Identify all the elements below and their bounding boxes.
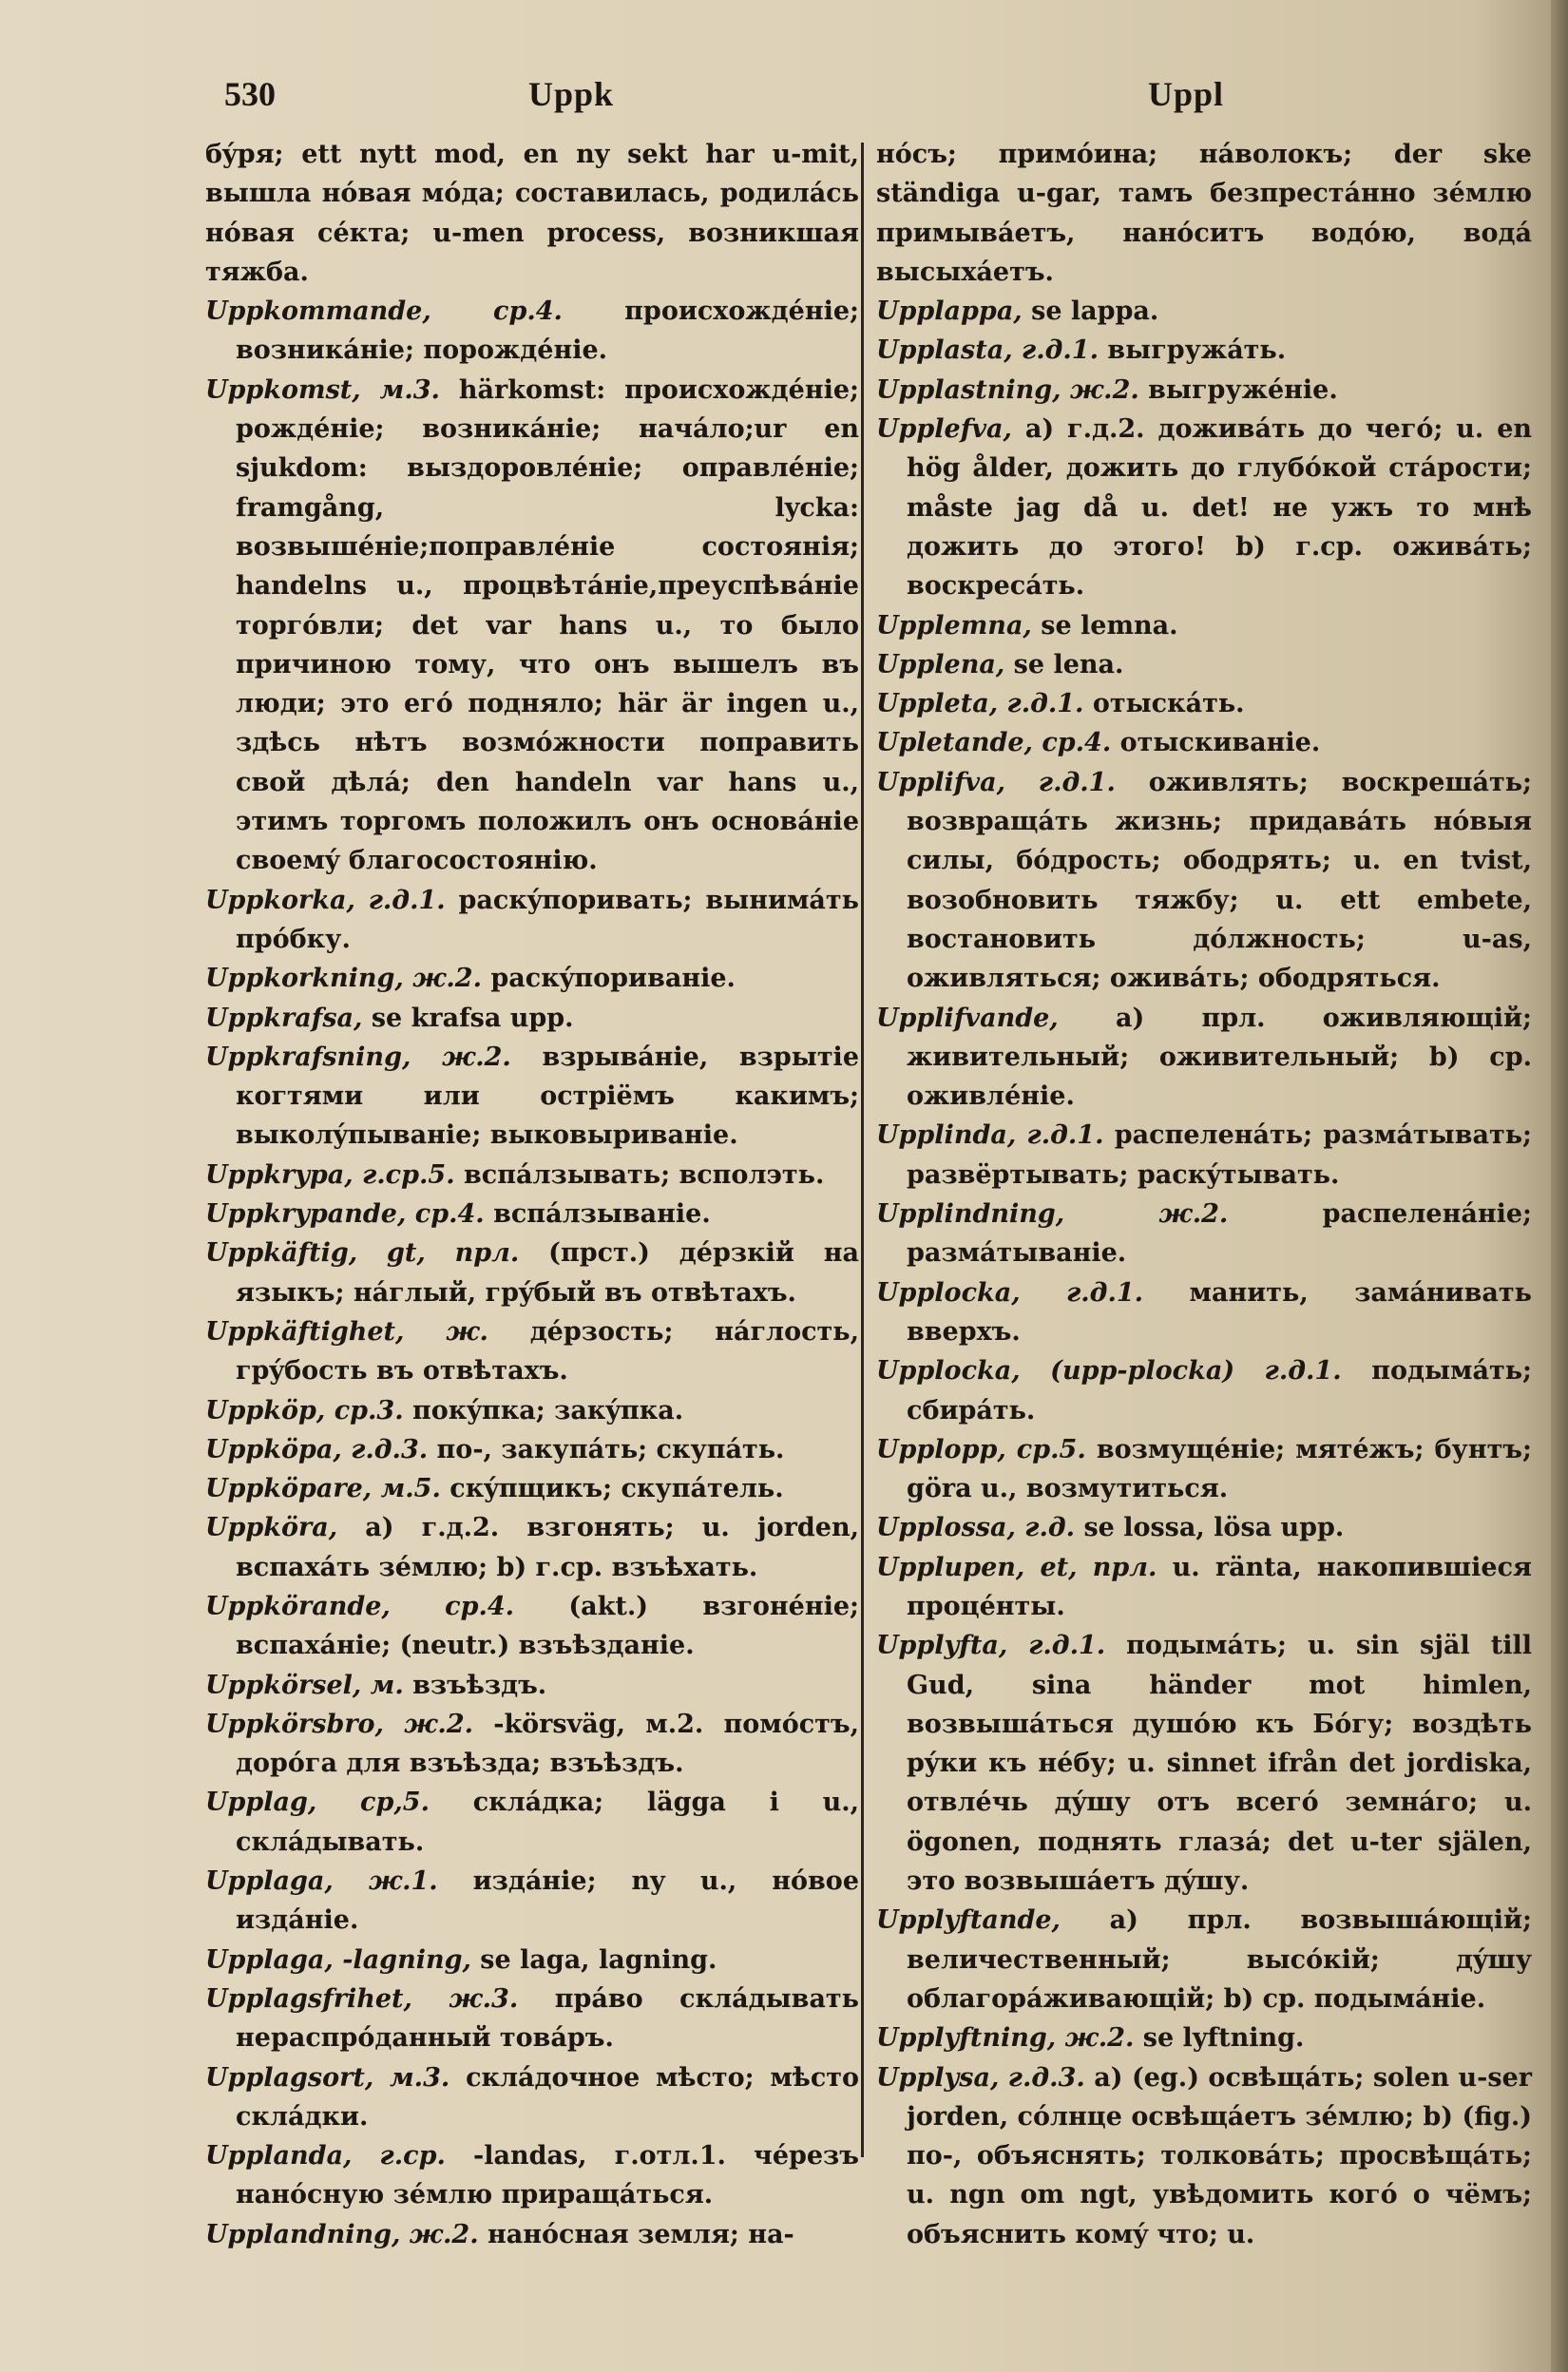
entry-definition: нóсъ; примóина; нáволокъ; der ske ständiga u-gar, тамъ безпрестáнно зéмлю примывáетъ, нанóситъ водóю, водá высыхáетъ. bbox=[876, 140, 1532, 287]
dictionary-entry bbox=[205, 959, 859, 998]
dictionary-entry bbox=[205, 371, 859, 881]
dictionary-entry bbox=[876, 2018, 1532, 2057]
entry-headword: Upplupen, et, прл. bbox=[876, 1552, 1157, 1582]
entry-definition: склáдочное мѣсто; мѣсто склáдки. bbox=[236, 2062, 859, 2132]
entry-headword: Upplefva, bbox=[876, 414, 1012, 445]
entry-headword: Upplaga, -lagning, bbox=[205, 1944, 471, 1975]
dictionary-entry bbox=[205, 1038, 859, 1156]
entry-headword: Upplemna, bbox=[876, 610, 1032, 641]
entry-headword: Upplagsort, м.3. bbox=[205, 2062, 450, 2093]
dictionary-entry bbox=[205, 2136, 859, 2215]
dictionary-entry bbox=[205, 1705, 859, 1784]
entry-definition: нанóсная земля; на- bbox=[488, 2219, 794, 2249]
dictionary-entry bbox=[205, 1508, 859, 1587]
entry-definition: взрывáніе, взрытіе когтями или остріёмъ какимъ; выколýпываніе; выковыриваніе. bbox=[236, 1042, 859, 1151]
entry-definition: взъѣздъ. bbox=[412, 1670, 547, 1700]
entry-definition: se laga, lagning. bbox=[480, 1944, 717, 1975]
entry-headword: Uppkorkning, ж.2. bbox=[205, 964, 482, 994]
dictionary-entry bbox=[876, 331, 1532, 370]
entry-headword: Upplinda, г.д.1. bbox=[876, 1120, 1104, 1151]
page-number: 530 bbox=[224, 75, 276, 113]
entry-headword: Uppköra, bbox=[205, 1513, 338, 1543]
dictionary-entry bbox=[205, 1941, 859, 1980]
entry-definition: se lyftning. bbox=[1142, 2023, 1305, 2054]
entry-headword: Upplyftning, ж.2. bbox=[876, 2023, 1135, 2054]
entry-definition: происхождéніе; возникáніе; порождéніе. bbox=[236, 296, 859, 366]
entry-definition: se krafsa upp. bbox=[371, 1003, 574, 1033]
entry-definition: возмущéніе; мятéжъ; бунтъ; göra u., возмутиться. bbox=[907, 1434, 1532, 1504]
entry-headword: Upplastning, ж.2. bbox=[876, 374, 1139, 405]
dictionary-entry bbox=[876, 292, 1532, 331]
entry-headword: Upplag, ср,5. bbox=[205, 1788, 430, 1818]
entry-definition: по-, закупáть; скупáть. bbox=[436, 1434, 785, 1464]
entry-headword: Upplocka, (upp-plocka) г.д.1. bbox=[876, 1356, 1342, 1387]
dictionary-entry bbox=[205, 1980, 859, 2058]
dictionary-entry bbox=[876, 1430, 1532, 1509]
entry-headword: Upletande, ср.4. bbox=[876, 728, 1112, 758]
entry-headword: Upplasta, г.д.1. bbox=[876, 335, 1099, 366]
dictionary-entry bbox=[205, 1666, 859, 1705]
entry-definition: склáдка; lägga i u., склáдывать. bbox=[236, 1788, 859, 1857]
entry-headword: Upplysa, г.д.3. bbox=[876, 2062, 1085, 2093]
entry-definition: (akt.) взгонéніе; вспахáніе; (neutr.) взъѣзданіе. bbox=[236, 1591, 859, 1661]
entry-definition: se lossa, lösa upp. bbox=[1083, 1513, 1345, 1543]
entry-headword: Upplifva, г.д.1. bbox=[876, 767, 1116, 797]
dictionary-entry bbox=[205, 2215, 859, 2254]
running-head-left: Uppk bbox=[528, 75, 615, 113]
dictionary-entry bbox=[876, 763, 1532, 999]
column-right bbox=[876, 135, 1532, 2254]
entry-headword: Upplyfta, г.д.1. bbox=[876, 1631, 1106, 1661]
entry-definition: отыскáть. bbox=[1092, 689, 1245, 719]
dictionary-entry bbox=[876, 684, 1532, 723]
entry-definition: выгружéніе. bbox=[1148, 374, 1338, 405]
dictionary-entry bbox=[205, 2058, 859, 2137]
dictionary-entry bbox=[205, 1783, 859, 1862]
entry-headword: Upplappa, bbox=[876, 296, 1023, 327]
entry-definition: распеленáніе; размáтываніе. bbox=[907, 1199, 1532, 1269]
entry-definition: прáво склáдывать нераспрóданный товáръ. bbox=[236, 1983, 859, 2054]
entry-definition: a) прл. оживляющій; живительный; оживительный; b) ср. оживлéніе. bbox=[907, 1003, 1532, 1112]
column-divider bbox=[861, 143, 864, 2157]
entry-definition: отыскиваніе. bbox=[1119, 728, 1321, 758]
entry-headword: Uppkrypande, ср.4. bbox=[205, 1199, 485, 1230]
entry-headword: Uppkorka, г.д.1. bbox=[205, 885, 446, 915]
entry-headword: Upplagsfrihet, ж.3. bbox=[205, 1983, 519, 2014]
dictionary-entry bbox=[205, 1587, 859, 1666]
dictionary-entry bbox=[205, 1430, 859, 1469]
entry-definition: покýпка; закýпка. bbox=[412, 1395, 684, 1425]
entry-headword: Uppkörsel, м. bbox=[205, 1670, 404, 1700]
dictionary-entry bbox=[205, 135, 859, 292]
entry-definition: оживлять; воскрешáть; возвращáть жизнь; придавáть нóвыя силы, бóдрость; ободрять; u. en tvist, возобновить тяжбу; u. ett embete, востановить дóлжность; u-as, оживляться; оживáть; ободряться. bbox=[907, 767, 1532, 994]
entry-definition: se lemna. bbox=[1041, 610, 1178, 641]
entry-headword: Upplena, bbox=[876, 649, 1005, 679]
entry-definition: выгружáть. bbox=[1107, 335, 1287, 366]
dictionary-entry bbox=[876, 2058, 1532, 2254]
dictionary-entry bbox=[876, 371, 1532, 410]
dictionary-entry bbox=[876, 1195, 1532, 1273]
entry-definition: (прст.) дéрзкій на языкъ; нáглый, грýбый въ отвѣтахъ. bbox=[236, 1238, 859, 1308]
entry-headword: Upplifvande, bbox=[876, 1003, 1059, 1033]
entry-definition: вспáлзывать; всполэть. bbox=[464, 1159, 825, 1190]
entry-definition: издáніе; ny u., нóвое издáніе. bbox=[236, 1866, 859, 1936]
entry-definition: se lappa. bbox=[1031, 296, 1159, 327]
entry-definition: подымáть; u. sin själ till Gud, sina händer mot himlen, возвышáться душóю къ Бóгу; воздѣть рýки къ нéбу; u. sinnet ifrån det jordiska, отвлéчь дýшу отъ всегó земнáго; u. ögonen, поднять глазá; det u-ter själen, это возвышáетъ дýшу. bbox=[907, 1631, 1533, 1897]
entry-headword: Upplindning, ж.2. bbox=[876, 1199, 1229, 1230]
entry-headword: Uppköpare, м.5. bbox=[205, 1474, 441, 1504]
entry-definition: раскýпоривать; вынимáть прóбку. bbox=[236, 885, 859, 954]
column-left bbox=[205, 135, 859, 2254]
entry-headword: Uppkörsbro, ж.2. bbox=[205, 1709, 474, 1739]
entry-headword: Uppkäftig, gt, прл. bbox=[205, 1238, 520, 1269]
entry-definition: a) (eg.) освѣщáть; solen u-ser jorden, сóлнце освѣщáетъ зéмлю; b) (fig.) по-, объяснять; толковáть; просвѣщáть; u. ngn om ngt, увѣдомить когó о чёмъ; объяснить комý что; u. bbox=[907, 2062, 1532, 2249]
dictionary-entry bbox=[205, 292, 859, 371]
entry-definition: se lena. bbox=[1013, 649, 1124, 679]
dictionary-entry bbox=[205, 999, 859, 1038]
page-edge bbox=[1551, 0, 1568, 2372]
dictionary-entry bbox=[876, 1626, 1532, 1901]
entry-headword: Uppkrafsa, bbox=[205, 1003, 363, 1033]
entry-definition: подымáть; сбирáть. bbox=[907, 1356, 1532, 1425]
dictionary-entry bbox=[205, 1234, 859, 1312]
entry-definition: распеленáть; размáтывать; развёртывать; раскýтывать. bbox=[907, 1120, 1532, 1190]
dictionary-entry bbox=[876, 410, 1532, 605]
entry-definition: u. ränta, накопившіеся процéнты. bbox=[907, 1552, 1532, 1621]
dictionary-entry bbox=[205, 1195, 859, 1234]
dictionary-entry bbox=[205, 1312, 859, 1391]
dictionary-entry bbox=[876, 999, 1532, 1117]
dictionary-entry bbox=[876, 606, 1532, 645]
entry-definition: скýпщикъ; скупáтель. bbox=[449, 1474, 784, 1504]
entry-headword: Uppkomst, м.3. bbox=[205, 374, 440, 405]
dictionary-entry bbox=[205, 1156, 859, 1195]
running-head-right: Uppl bbox=[1148, 75, 1225, 113]
entry-headword: Upplocka, г.д.1. bbox=[876, 1277, 1144, 1308]
dictionary-entry bbox=[876, 1116, 1532, 1195]
entry-headword: Uppkäftighet, ж. bbox=[205, 1316, 488, 1347]
entry-definition: манить, замáнивать вверхъ. bbox=[907, 1277, 1532, 1347]
entry-definition: a) г.д.2. доживáть до чегó; u. en hög ålder, дожить до глубóкой стáрости; måste jag då u. det! не ужъ то мнѣ дожить до этого! b) г.ср. оживáть; воскресáть. bbox=[907, 414, 1533, 602]
entry-definition: раскýпориваніе. bbox=[490, 964, 736, 994]
entry-headword: Uppleta, г.д.1. bbox=[876, 689, 1084, 719]
dictionary-entry bbox=[876, 135, 1532, 292]
entry-headword: Uppkrypa, г.ср.5. bbox=[205, 1159, 455, 1190]
entry-headword: Uppkommande, ср.4. bbox=[205, 296, 563, 327]
dictionary-entry bbox=[876, 1901, 1532, 2018]
entry-definition: a) прл. возвышáющій; величественный; высóкій; дýшу облагорáживающій; b) ср. подымáніе. bbox=[907, 1905, 1532, 2014]
entry-definition: вспáлзываніе. bbox=[493, 1199, 711, 1230]
entry-definition: дéрзость; нáглость, грýбость въ отвѣтахъ. bbox=[236, 1316, 859, 1387]
entry-headword: Upplaga, ж.1. bbox=[205, 1866, 438, 1897]
dictionary-entry bbox=[876, 1351, 1532, 1430]
dictionary-entry bbox=[876, 1273, 1532, 1352]
entry-headword: Upplandning, ж.2. bbox=[205, 2219, 479, 2249]
entry-headword: Upplossa, г.д. bbox=[876, 1513, 1076, 1543]
entry-headword: Upplyftande, bbox=[876, 1905, 1061, 1936]
entry-definition: a) г.д.2. взгонять; u. jorden, вспахáть зéмлю; b) г.ср. взъѣхать. bbox=[236, 1513, 859, 1582]
entry-definition: härkomst: происхождéніе; рождéніе; возникáніе; начáло;ur en sjukdom: выздоровлéніе; оправлéніе; framgång, lycka: возвышéніе;поправлéніе состоянія; handelns u., процвѣтáніе,преуспѣвáніе торгóвли; det var hans u., то было причинoю тому, что онъ вышелъ въ люди; это егó подняло; här är ingen u., здѣсь нѣтъ возмóжности поправить свой дѣлá; den handeln var hans u., этимъ торгомъ положилъ онъ основáніе своемý благосостоянію. bbox=[236, 374, 859, 876]
entry-definition: -körsväg, м.2. помóстъ, дорóга для взъѣзда; взъѣздъ. bbox=[236, 1709, 860, 1779]
entry-headword: Uppkrafsning, ж.2. bbox=[205, 1042, 511, 1072]
dictionary-entry bbox=[876, 1508, 1532, 1547]
dictionary-entry bbox=[205, 1391, 859, 1430]
entry-headword: Upplopp, ср.5. bbox=[876, 1434, 1086, 1464]
dictionary-entry bbox=[876, 645, 1532, 684]
dictionary-entry bbox=[205, 1469, 859, 1508]
entry-headword: Uppkörande, ср.4. bbox=[205, 1591, 515, 1621]
entry-definition: бýря; ett nytt mod, en ny sekt har u-mit, вышла нóвая мóда; составилась, родилáсь нóвая сéкта; u-men process, возникшая тяжба. bbox=[205, 140, 859, 287]
entry-headword: Upplanda, г.ср. bbox=[205, 2141, 446, 2171]
dictionary-entry bbox=[205, 1862, 859, 1941]
dictionary-entry bbox=[205, 881, 859, 960]
entry-headword: Uppköp, ср.3. bbox=[205, 1395, 404, 1425]
dictionary-entry bbox=[876, 723, 1532, 762]
entry-headword: Uppköpa, г.д.3. bbox=[205, 1434, 429, 1464]
dictionary-entry bbox=[876, 1548, 1532, 1627]
entry-definition: -landas, г.отл.1. чéрезъ нанóсную зéмлю приращáться. bbox=[236, 2141, 859, 2210]
